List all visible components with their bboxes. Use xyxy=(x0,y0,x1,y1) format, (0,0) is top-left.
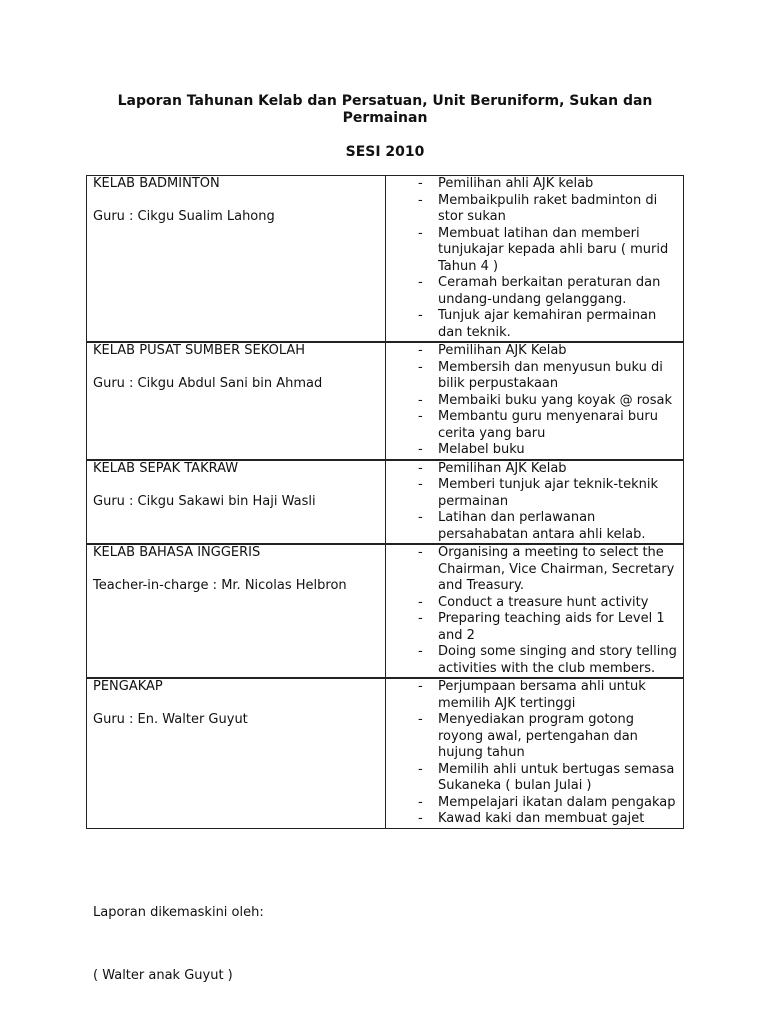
activity-list xyxy=(392,679,677,828)
activity-list xyxy=(392,176,677,341)
dash-bullet: - xyxy=(418,343,423,358)
club-name: PENGAKAP xyxy=(93,679,163,694)
activity-item xyxy=(392,762,677,795)
club-cell xyxy=(87,460,386,545)
activities-cell xyxy=(386,342,684,460)
club-teacher: Guru : Cikgu Sualim Lahong xyxy=(93,209,275,224)
club-teacher: Teacher-in-charge : Mr. Nicolas Helbron xyxy=(93,578,347,593)
activity-item xyxy=(392,611,677,644)
table-row xyxy=(87,176,684,343)
club-cell xyxy=(87,678,386,828)
activity-text: Memilih ahli untuk bertugas semasa Sukaneka ( bulan Julai ) xyxy=(438,761,675,793)
activity-text: Pemilihan ahli AJK kelab xyxy=(438,176,594,191)
club-teacher: Guru : Cikgu Abdul Sani bin Ahmad xyxy=(93,376,323,391)
activity-list xyxy=(392,545,677,677)
activity-list xyxy=(392,461,677,544)
club-name: KELAB BADMINTON xyxy=(93,176,220,191)
club-name: KELAB SEPAK TAKRAW xyxy=(93,460,239,476)
activity-text: Membuat latihan dan memberi tunjukajar kepada ahli baru ( murid Tahun 4 ) xyxy=(438,225,669,274)
activity-item xyxy=(392,409,677,442)
activity-item xyxy=(392,275,677,308)
activity-text: Perjumpaan bersama ahli untuk memilih AJK tertinggi xyxy=(438,679,646,711)
activity-text: Preparing teaching aids for Level 1 and 2 xyxy=(438,611,665,643)
dash-bullet: - xyxy=(418,510,423,525)
activities-cell xyxy=(386,544,684,678)
club-name: KELAB PUSAT SUMBER SEKOLAH xyxy=(93,343,306,358)
activity-text: Membaikpulih raket badminton di stor sukan xyxy=(438,192,658,224)
activity-item xyxy=(392,343,677,360)
activity-text: Membaiki buku yang koyak @ rosak xyxy=(438,392,673,408)
dash-bullet: - xyxy=(418,359,423,375)
club-teacher: Guru : En. Walter Guyut xyxy=(93,712,248,727)
dash-bullet: - xyxy=(418,308,423,323)
dash-bullet: - xyxy=(418,442,423,457)
activity-item xyxy=(392,712,677,762)
dash-bullet: - xyxy=(418,460,423,476)
updated-by-label: Laporan dikemaskini oleh: xyxy=(93,905,264,920)
activities-cell xyxy=(386,460,684,545)
dash-bullet: - xyxy=(418,644,423,659)
activity-text: Conduct a treasure hunt activity xyxy=(438,594,649,610)
table-row xyxy=(87,460,684,545)
dash-bullet: - xyxy=(418,594,423,610)
activity-item xyxy=(392,193,677,226)
club-cell xyxy=(87,342,386,460)
activities-cell xyxy=(386,176,684,343)
dash-bullet: - xyxy=(418,761,423,777)
dash-bullet: - xyxy=(418,392,423,408)
dash-bullet: - xyxy=(418,477,423,492)
activity-item xyxy=(392,510,677,543)
dash-bullet: - xyxy=(418,176,423,191)
activity-item xyxy=(392,644,677,677)
activity-item xyxy=(392,811,677,828)
activity-list xyxy=(392,343,677,459)
activity-text: Membantu guru menyenarai buru cerita yang baru xyxy=(438,409,658,441)
dash-bullet: - xyxy=(418,225,423,241)
club-activity-table xyxy=(86,175,684,829)
activity-text: Kawad kaki dan membuat gajet xyxy=(438,811,645,826)
activity-text: Ceramah berkaitan peraturan dan undang-undang gelanggang. xyxy=(438,275,661,307)
activity-text: Membersih dan menyusun buku di bilik perpustakaan xyxy=(438,359,663,391)
dash-bullet: - xyxy=(418,611,423,626)
activity-text: Memberi tunjuk ajar teknik-teknik permainan xyxy=(438,477,659,509)
activity-text: Latihan dan perlawanan persahabatan antara ahli kelab. xyxy=(438,510,646,542)
activity-text: Organising a meeting to select the Chairman, Vice Chairman, Secretary and Treasury. xyxy=(438,545,675,593)
activity-text: Mempelajari ikatan dalam pengakap xyxy=(438,794,676,810)
dash-bullet: - xyxy=(418,811,423,826)
activity-item xyxy=(392,679,677,712)
activity-item xyxy=(392,595,677,612)
activity-item xyxy=(392,226,677,276)
activity-item xyxy=(392,442,677,459)
activities-cell xyxy=(386,678,684,828)
activity-item xyxy=(392,360,677,393)
signatory-name: ( Walter anak Guyut ) xyxy=(93,968,233,983)
activity-text: Doing some singing and story telling activities with the club members. xyxy=(438,644,677,676)
activity-item xyxy=(392,461,677,478)
report-title: Laporan Tahunan Kelab dan Persatuan, Unit Beruniform, Sukan dan Permainan xyxy=(117,93,653,126)
dash-bullet: - xyxy=(418,192,423,208)
club-cell xyxy=(87,544,386,678)
activity-text: Pemilihan AJK Kelab xyxy=(438,343,567,358)
activity-item xyxy=(392,393,677,410)
activity-item xyxy=(392,308,677,341)
dash-bullet: - xyxy=(418,679,423,694)
table-row xyxy=(87,544,684,678)
dash-bullet: - xyxy=(418,409,423,424)
club-teacher: Guru : Cikgu Sakawi bin Haji Wasli xyxy=(93,493,316,509)
table-row xyxy=(87,678,684,828)
table-body xyxy=(87,176,684,829)
activity-text: Melabel buku xyxy=(438,442,525,457)
dash-bullet: - xyxy=(418,712,423,727)
activity-item xyxy=(392,176,677,193)
activity-item xyxy=(392,477,677,510)
table-row xyxy=(87,342,684,460)
activity-text: Menyediakan program gotong royong awal, pertengahan dan hujung tahun xyxy=(438,712,638,760)
dash-bullet: - xyxy=(418,545,423,560)
activity-item xyxy=(392,795,677,812)
club-cell xyxy=(87,176,386,343)
activity-item xyxy=(392,545,677,595)
dash-bullet: - xyxy=(418,794,423,810)
activity-text: Pemilihan AJK Kelab xyxy=(438,460,567,476)
club-name: KELAB BAHASA INGGERIS xyxy=(93,545,261,560)
activity-text: Tunjuk ajar kemahiran permainan dan teknik. xyxy=(438,308,657,340)
dash-bullet: - xyxy=(418,275,423,290)
session-heading: SESI 2010 xyxy=(345,144,425,160)
